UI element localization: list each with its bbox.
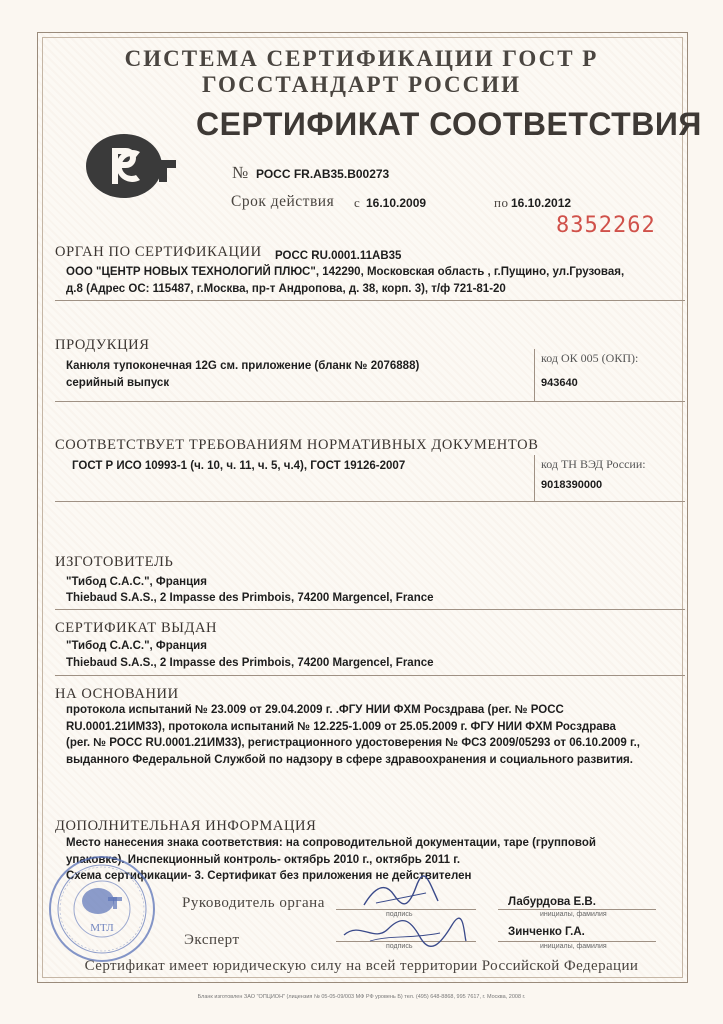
legal-footer: Сертификат имеет юридическую силу на всей территории Российской Федерации xyxy=(84,958,639,974)
printer-note: Бланк изготовлен ЗАО "ОПЦИОН" (лицензия № 05-05-09/003 МФ РФ уровень Б) тел. (495) 648-8868, 995 7617, г. Москва, 2008 г. xyxy=(197,994,526,1000)
rst-logo-icon xyxy=(80,126,180,206)
product-underline xyxy=(55,401,535,402)
tnved-code-value: 9018390000 xyxy=(541,479,603,491)
compliance-underline xyxy=(55,501,535,502)
agency-title: ГОССТАНДАРТ РОССИИ xyxy=(201,72,522,97)
expert-name-line xyxy=(498,941,656,942)
manufacturer-heading: ИЗГОТОВИТЕЛЬ xyxy=(55,554,174,570)
product-heading: ПРОДУКЦИЯ xyxy=(55,337,150,353)
validity-to: 16.10.2012 xyxy=(511,196,572,210)
additional-line: упаковке). Инспекционный контроль- октябрь 2010 г., октябрь 2011 г. xyxy=(66,853,461,866)
system-title: СИСТЕМА СЕРТИФИКАЦИИ ГОСТ Р xyxy=(124,46,599,71)
issued-to-heading: СЕРТИФИКАТ ВЫДАН xyxy=(55,620,218,636)
cert-body-heading: ОРГАН ПО СЕРТИФИКАЦИИ xyxy=(55,244,262,260)
certificate-number: РОСС FR.AB35.B00273 xyxy=(256,167,390,181)
head-signature-icon xyxy=(356,875,446,913)
manufacturer-line1: "Тибод С.А.С.", Франция xyxy=(66,576,207,588)
expert-signature-icon xyxy=(340,915,470,949)
ok-code-value: 943640 xyxy=(541,377,578,389)
expert-name-caption: инициалы, фамилия xyxy=(540,943,607,950)
additional-line: Место нанесения знака соответствия: на сопроводительной документации, таре (групповой xyxy=(66,837,596,849)
basis-line: выданного Федеральной Службой по надзору в сфере здравоохранения и социального развития. xyxy=(66,753,633,766)
cert-body-line1: ООО "ЦЕНТР НОВЫХ ТЕХНОЛОГИЙ ПЛЮС", 142290, Московская область , г.Пущино, ул.Грузовая, xyxy=(66,266,625,278)
round-seal-icon xyxy=(46,853,158,965)
head-name: Лабурдова Е.В. xyxy=(508,896,596,908)
cert-body-line2: д.8 (Адрес ОС: 115487, г.Москва, пр-т Андропова, д. 38, корп. 3), т/ф 721-81-20 xyxy=(66,283,506,295)
additional-line: Схема сертификации- 3. Сертификат без приложения не действителен xyxy=(66,870,472,882)
product-line2: серийный выпуск xyxy=(66,377,170,389)
seal-center-text: МТЛ xyxy=(90,922,114,934)
tnved-code-label: код ТН ВЭД России: xyxy=(541,457,646,471)
basis-heading: НА ОСНОВАНИИ xyxy=(55,686,179,702)
blank-number: 8352262 xyxy=(556,213,656,238)
product-line1: Канюля тупоконечная 12G см. приложение (бланк № 2076888) xyxy=(66,360,420,372)
issued-to-underline xyxy=(55,675,685,676)
manufacturer-line2: Thiebaud S.A.S., 2 Impasse des Primbois, 74200 Margencel, France xyxy=(66,592,434,604)
additional-heading: ДОПОЛНИТЕЛЬНАЯ ИНФОРМАЦИЯ xyxy=(55,818,317,834)
head-label: Руководитель органа xyxy=(182,895,325,911)
head-name-caption: инициалы, фамилия xyxy=(540,911,607,918)
issued-to-line1: "Тибод С.А.С.", Франция xyxy=(66,640,207,652)
manufacturer-underline xyxy=(55,609,685,610)
compliance-heading: СООТВЕТСТВУЕТ ТРЕБОВАНИЯМ НОРМАТИВНЫХ ДОКУМЕНТОВ xyxy=(55,437,539,453)
ok-code-label: код ОК 005 (ОКП): xyxy=(541,351,639,365)
basis-paragraph xyxy=(66,702,640,768)
ok-code-box xyxy=(534,349,685,402)
head-name-line xyxy=(498,909,656,910)
basis-line: RU.0001.21ИМ33), протокола испытаний № 12.225-1.009 от 25.05.2009 г. ФГУ НИИ ФХМ Росздрава xyxy=(66,720,616,733)
tnved-code-box xyxy=(534,455,685,502)
certificate-title: СЕРТИФИКАТ СООТВЕТСТВИЯ xyxy=(196,106,702,142)
validity-from-label: с xyxy=(354,195,361,210)
issued-to-line2: Thiebaud S.A.S., 2 Impasse des Primbois, 74200 Margencel, France xyxy=(66,657,434,669)
expert-label: Эксперт xyxy=(184,932,240,948)
cert-body-code: РОСС RU.0001.11AB35 xyxy=(275,250,402,262)
head-signature-caption: подпись xyxy=(386,911,413,918)
basis-line: (рег. № РОСС RU.0001.21ИМ33), регистрационного удостоверения № ФСЗ 2009/05293 от 06.10.2009 г., xyxy=(66,737,640,749)
validity-from: 16.10.2009 xyxy=(366,196,427,210)
basis-line: протокола испытаний № 23.009 от 29.04.2009 г. .ФГУ НИИ ФХМ Росздрава (рег. № РОСС xyxy=(66,704,564,716)
expert-signature-caption: подпись xyxy=(386,943,413,950)
compliance-standards: ГОСТ Р ИСО 10993-1 (ч. 10, ч. 11, ч. 5, ч.4), ГОСТ 19126-2007 xyxy=(72,460,406,472)
expert-name: Зинченко Г.А. xyxy=(508,926,585,938)
validity-to-label: по xyxy=(494,195,509,210)
validity-label: Срок действия xyxy=(231,193,335,210)
number-prefix: № xyxy=(232,163,249,182)
cert-body-underline xyxy=(55,300,685,301)
